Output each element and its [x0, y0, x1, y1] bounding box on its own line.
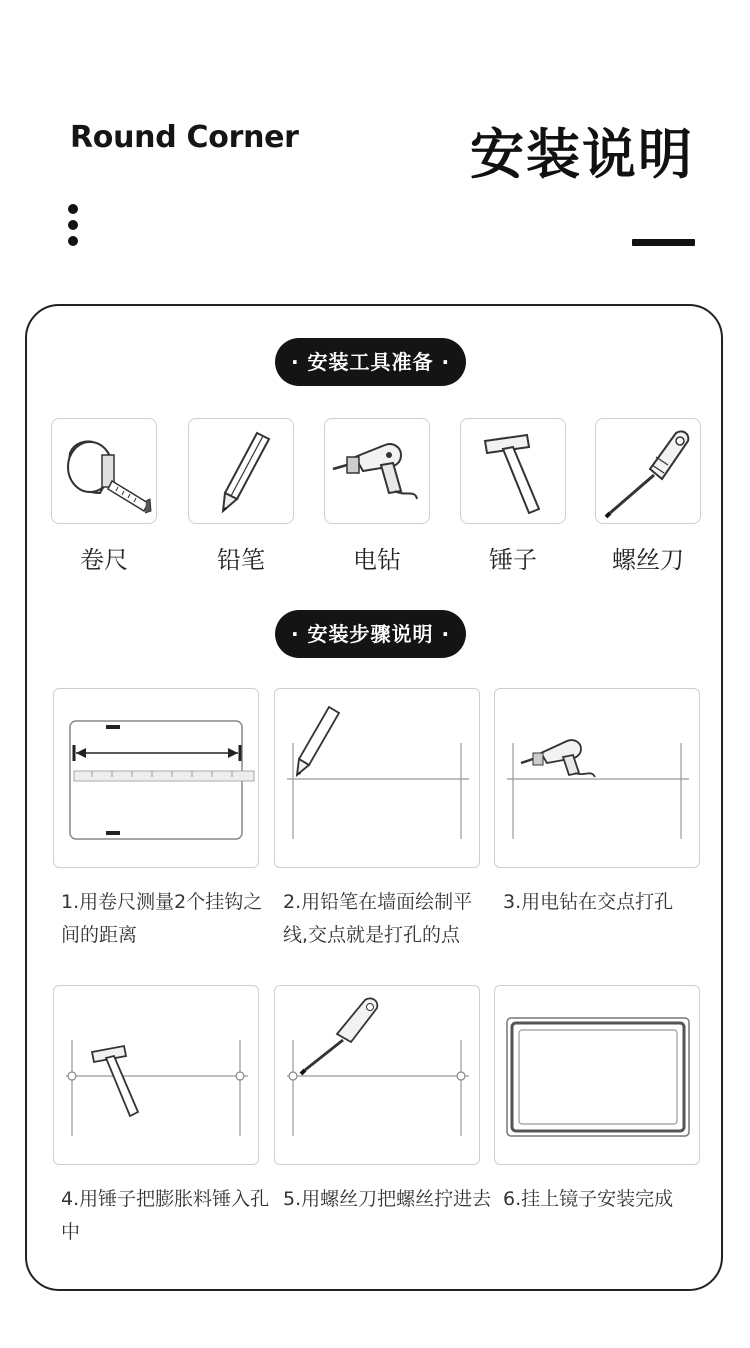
pencil-icon [189, 419, 295, 525]
title-underline [632, 239, 695, 246]
tool-label-screwdriver: 螺丝刀 [612, 546, 684, 574]
tool-card-screwdriver [595, 418, 701, 524]
tool-card-pencil [188, 418, 294, 524]
measure-hooks-illustration [54, 689, 260, 869]
step-text-4: 4.用锤子把膨胀料锤入孔中 [61, 1188, 270, 1243]
step-illustration-5 [274, 985, 480, 1165]
hung-mirror-illustration [495, 986, 701, 1166]
pencil-mark-illustration [275, 689, 481, 869]
tool-card-drill [324, 418, 430, 524]
hammer-anchor-illustration [54, 986, 260, 1166]
screwdriver-icon [596, 419, 702, 525]
step-illustration-4 [53, 985, 259, 1165]
tools-section-title: · 安装工具准备 · [275, 338, 466, 386]
hammer-icon [461, 419, 567, 525]
electric-drill-icon [325, 419, 431, 525]
drill-hole-illustration [495, 689, 701, 869]
step-text-1: 1.用卷尺测量2个挂钩之间的距离 [61, 891, 263, 946]
instruction-card [25, 304, 723, 1291]
brand-name: Round Corner [70, 120, 299, 155]
step-illustration-2 [274, 688, 480, 868]
step-text-2: 2.用铅笔在墙面绘制平线,交点就是打孔的点 [283, 891, 473, 946]
tool-label-tape-measure: 卷尺 [80, 546, 128, 574]
menu-dots-icon [68, 204, 80, 252]
step-text-6: 6.挂上镜子安装完成 [503, 1188, 674, 1210]
tape-measure-icon [52, 419, 158, 525]
step-illustration-6 [494, 985, 700, 1165]
step-text-5: 5.用螺丝刀把螺丝拧进去 [283, 1188, 492, 1210]
tool-card-hammer [460, 418, 566, 524]
step-text-3: 3.用电钻在交点打孔 [503, 891, 674, 913]
step-illustration-3 [494, 688, 700, 868]
tool-label-hammer: 锤子 [489, 546, 537, 574]
screw-in-illustration [275, 986, 481, 1166]
tool-label-drill: 电钻 [353, 546, 401, 574]
tool-card-tape-measure [51, 418, 157, 524]
page-title: 安装说明 [470, 123, 694, 186]
tool-label-pencil: 铅笔 [217, 546, 265, 574]
steps-section-title: · 安装步骤说明 · [275, 610, 466, 658]
step-illustration-1 [53, 688, 259, 868]
